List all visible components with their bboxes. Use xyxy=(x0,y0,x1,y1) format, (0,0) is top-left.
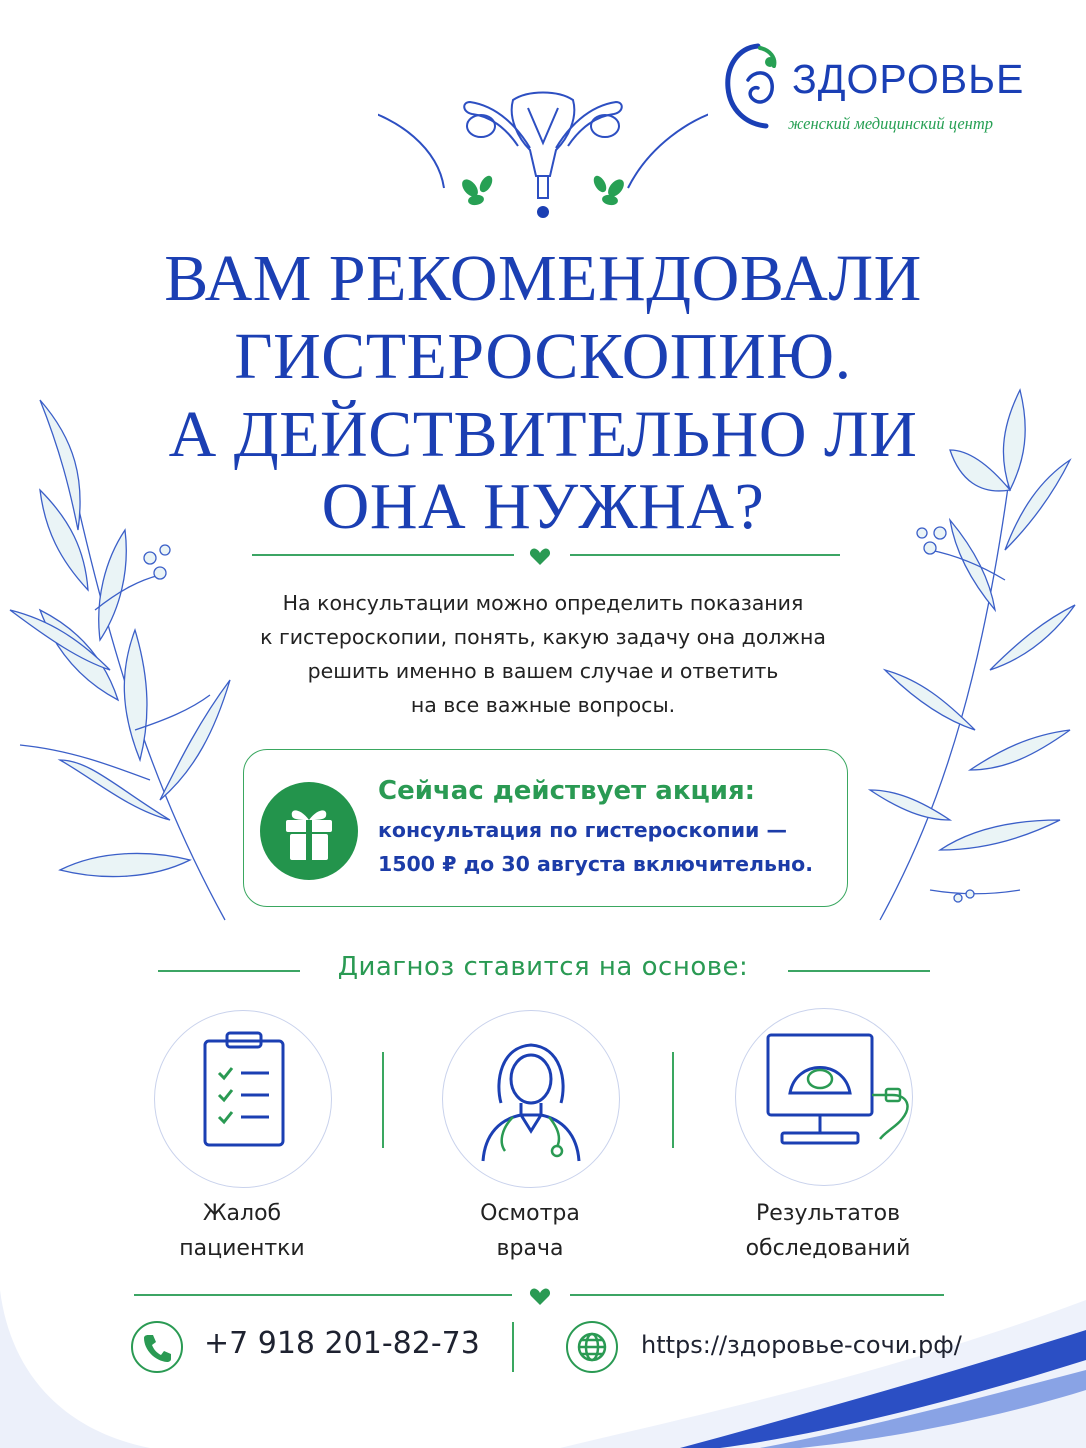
phone-number[interactable]: +7 918 201-82-73 xyxy=(204,1326,480,1361)
divider-right xyxy=(570,554,840,556)
phone-icon xyxy=(133,1323,181,1371)
headline-line-3: А ДЕЙСТВИТЕЛЬНО ЛИ xyxy=(168,398,918,471)
headline-line-1: ВАМ РЕКОМЕНДОВАЛИ xyxy=(164,242,922,315)
promo-heading: Сейчас действует акция: xyxy=(378,776,756,806)
logo-emblem-icon xyxy=(718,40,784,140)
brand-name: ЗДОРОВЬЕ xyxy=(792,56,1025,102)
website-link[interactable]: https://здоровье-сочи.рф/ xyxy=(641,1331,962,1359)
gift-icon xyxy=(260,782,358,880)
brand-tagline: женский медицинский центр xyxy=(788,114,994,133)
intro-line-3: решить именно в вашем случае и ответить xyxy=(307,659,779,683)
phone-icon-circle[interactable] xyxy=(131,1321,183,1373)
gift-badge xyxy=(260,782,358,880)
uterus-emblem-icon xyxy=(378,88,708,223)
diagnosis-title: Диагноз ставится на основе: xyxy=(337,952,749,982)
complaints-icon-circle xyxy=(154,1010,332,1188)
footer-heart-icon xyxy=(529,1287,551,1307)
headline-line-4: ОНА НУЖНА? xyxy=(321,470,765,543)
clipboard-checklist-icon xyxy=(155,1011,330,1186)
divider-left xyxy=(252,554,514,556)
exam-icon-circle xyxy=(442,1010,620,1188)
promo-line-2: 1500 ₽ до 30 августа включительно. xyxy=(378,852,813,876)
globe-icon xyxy=(568,1323,616,1371)
footer-divider-left xyxy=(134,1294,512,1296)
intro-line-1: На консультации можно определить показания xyxy=(282,591,804,615)
diagnosis-divider-right xyxy=(788,970,930,972)
results-caption xyxy=(698,1196,958,1266)
separator-2 xyxy=(672,1052,674,1148)
intro-line-2: к гистероскопии, понять, какую задачу она должна xyxy=(260,625,826,649)
exam-line-1: Осмотра xyxy=(480,1201,580,1226)
contact-separator xyxy=(512,1322,514,1372)
promo-line-1: консультация по гистероскопии — xyxy=(378,818,788,842)
globe-icon-circle[interactable] xyxy=(566,1321,618,1373)
results-line-2: обследований xyxy=(745,1236,911,1261)
intro-line-4: на все важные вопросы. xyxy=(410,693,676,717)
heart-icon xyxy=(529,547,551,567)
results-line-1: Результатов xyxy=(755,1201,901,1226)
results-icon-circle xyxy=(735,1008,913,1186)
intro-text xyxy=(180,586,906,722)
headline-line-2: ГИСТЕРОСКОПИЮ. xyxy=(234,320,852,393)
footer-divider-right xyxy=(570,1294,944,1296)
complaints-caption xyxy=(112,1196,372,1266)
exam-caption xyxy=(400,1196,660,1266)
complaints-line-2: пациентки xyxy=(179,1236,305,1261)
exam-line-2: врача xyxy=(496,1236,564,1261)
doctor-icon xyxy=(443,1011,618,1186)
separator-1 xyxy=(382,1052,384,1148)
complaints-line-1: Жалоб xyxy=(202,1201,282,1226)
ultrasound-monitor-icon xyxy=(736,1009,926,1187)
